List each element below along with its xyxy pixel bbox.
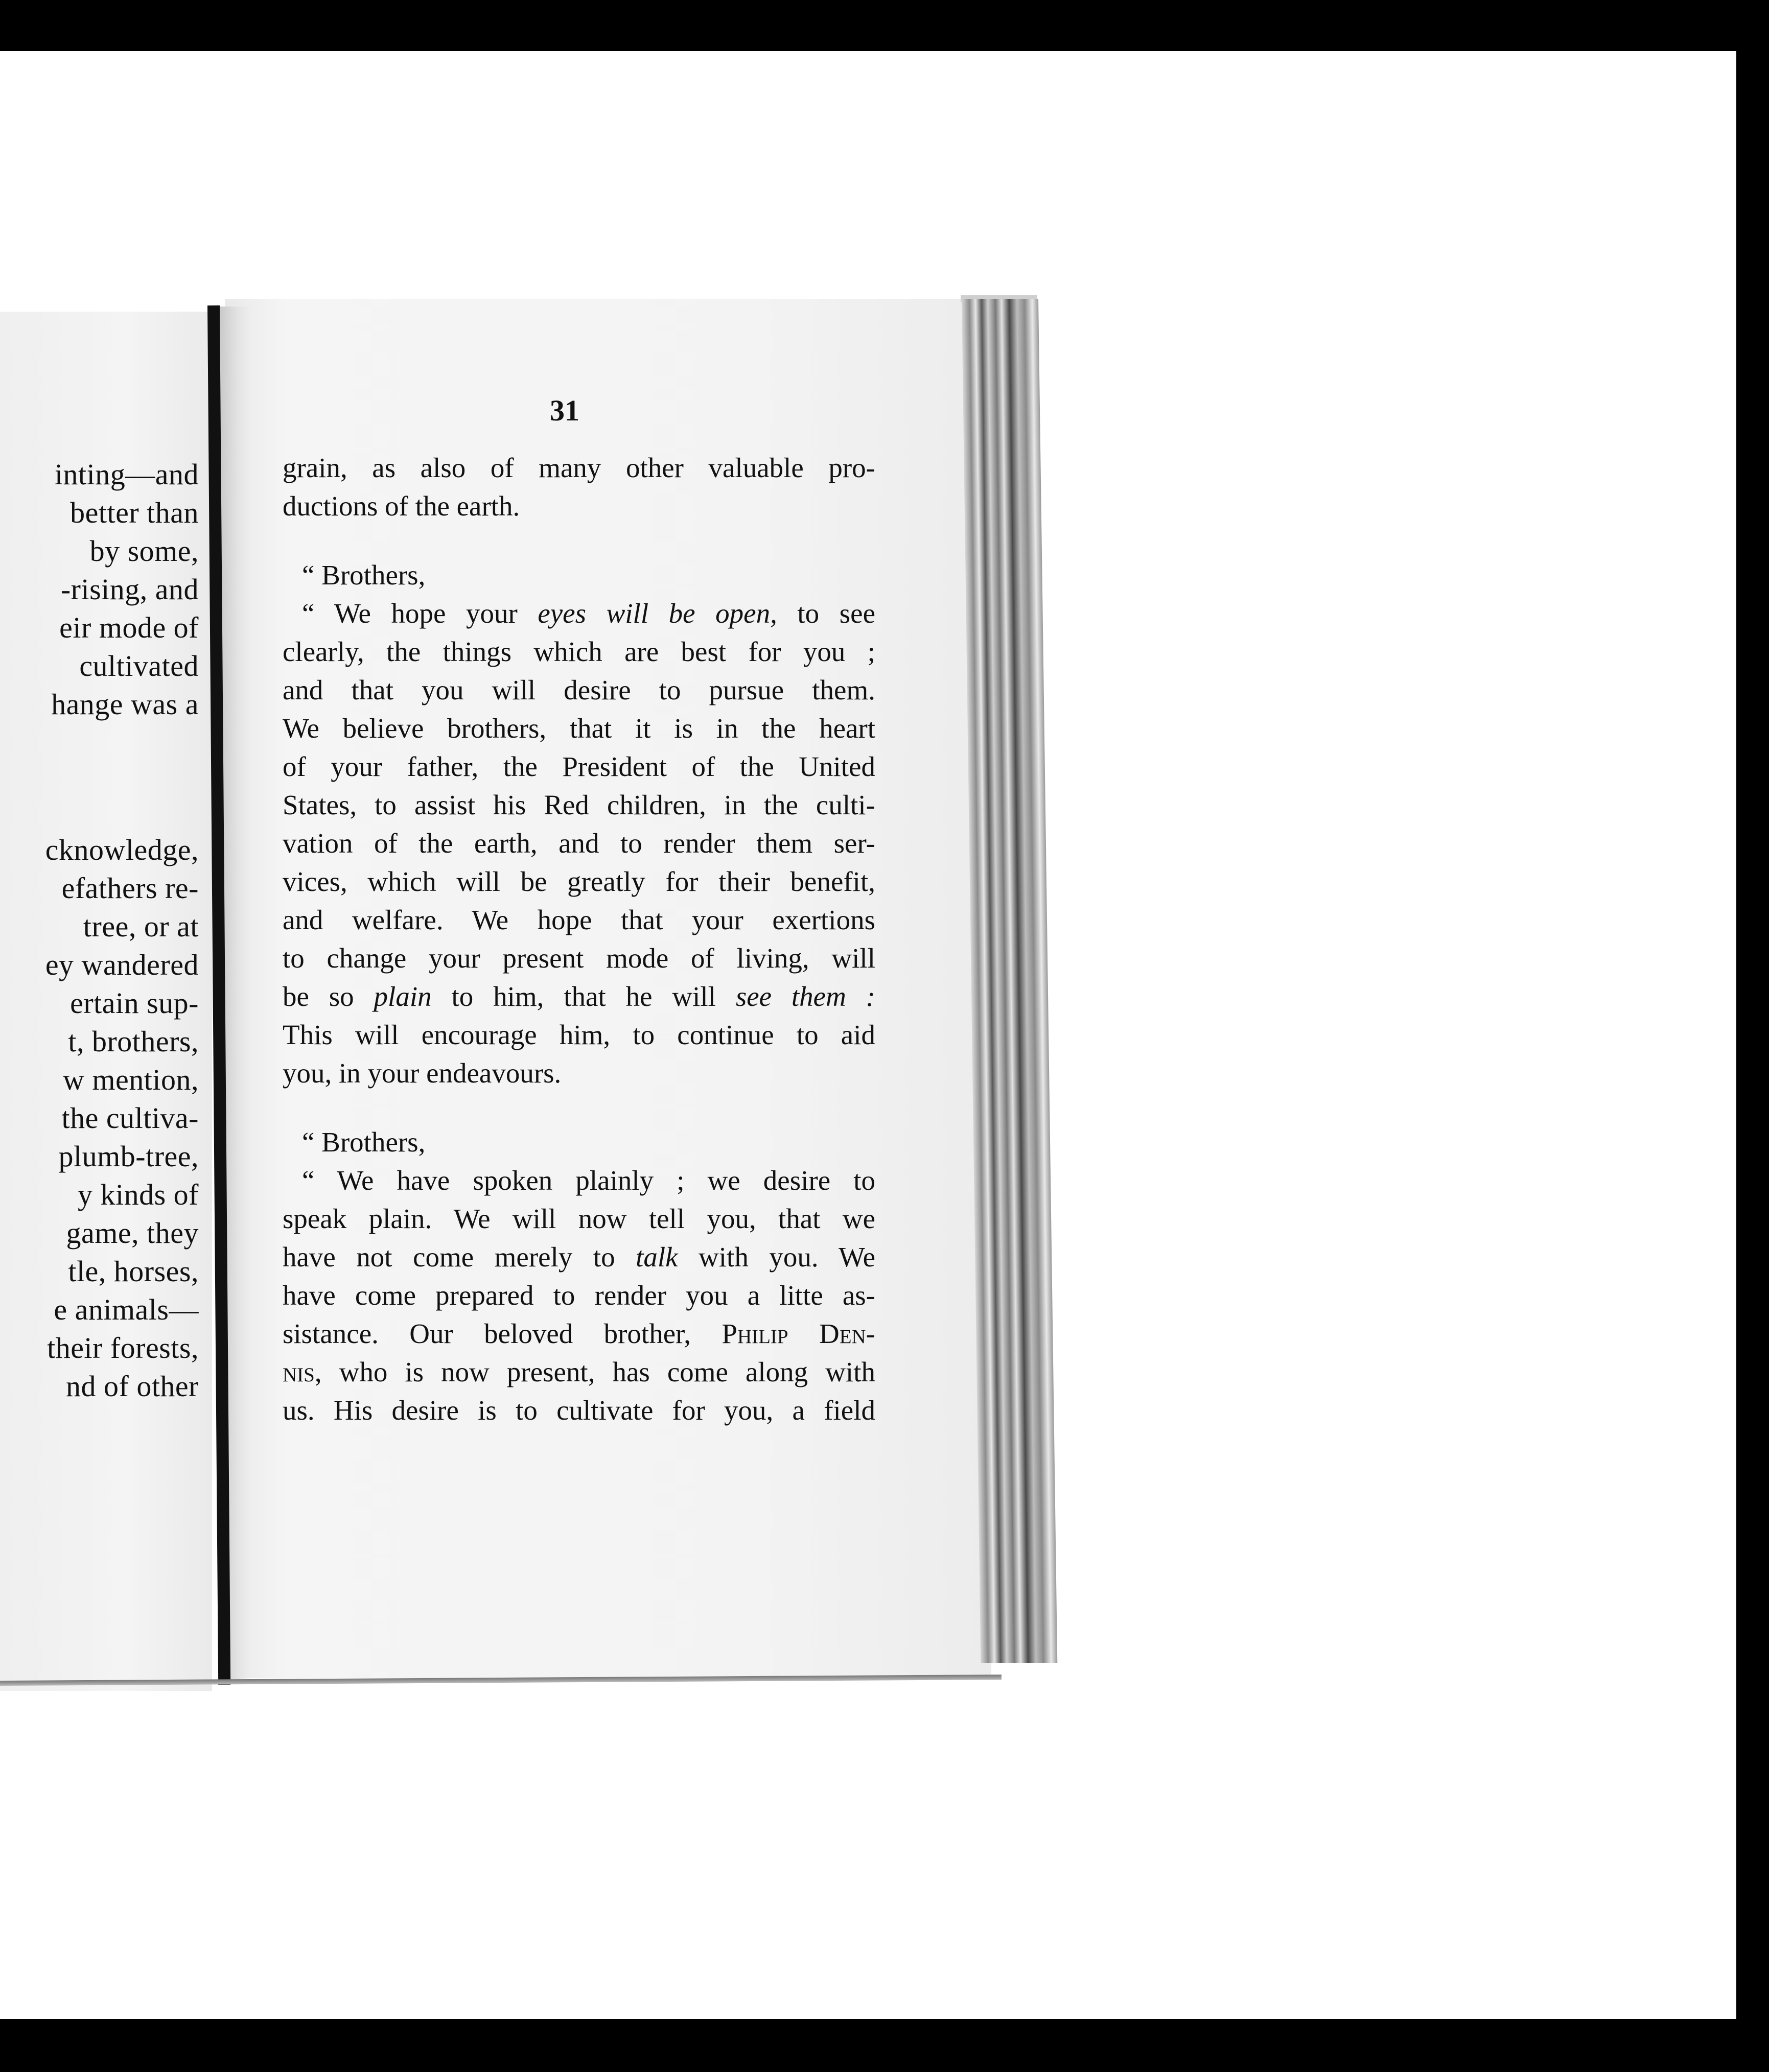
page-body-text — [283, 449, 875, 1429]
left-page-line: tle, horses, — [68, 1255, 199, 1288]
text-line: to change your present mode of living, will — [283, 943, 875, 974]
text-line: sistance. Our beloved brother, Philip Den- — [283, 1318, 875, 1349]
left-page-line: cknowledge, — [45, 833, 199, 866]
left-page-line: eir mode of — [59, 611, 199, 644]
text-line: States, to assist his Red children, in the culti- — [283, 789, 875, 820]
salutation: “ Brothers, — [302, 559, 426, 591]
left-page — [0, 312, 212, 1691]
left-page-line: better than — [70, 496, 199, 529]
left-page-line: the cultiva- — [61, 1101, 199, 1135]
text-line: nis, who is now present, has come along with — [283, 1356, 875, 1387]
text-line: be so plain to him, that he will see them : — [283, 981, 875, 1012]
text-line: have come prepared to render you a litte as- — [283, 1280, 875, 1311]
text-line: vices, which will be greatly for their benefit, — [283, 866, 875, 897]
left-page-line: e animals— — [54, 1293, 199, 1326]
salutation: “ Brothers, — [302, 1126, 426, 1158]
text-line: ductions of the earth. — [283, 490, 520, 522]
left-page-line: inting—and — [54, 458, 199, 491]
left-page-line: efathers re- — [61, 872, 199, 905]
left-page-line: -rising, and — [60, 573, 199, 606]
left-page-line: nd of other — [66, 1370, 199, 1403]
text-line: and welfare. We hope that your exertions — [283, 904, 875, 935]
left-page-line: by some, — [89, 534, 199, 568]
left-page-line: game, they — [66, 1216, 199, 1250]
left-page-line: cultivated — [79, 649, 199, 682]
text-line: This will encourage him, to continue to aid — [283, 1019, 875, 1050]
text-line: We believe brothers, that it is in the heart — [283, 713, 875, 744]
left-page-line: their forests, — [47, 1331, 199, 1364]
text-line: speak plain. We will now tell you, that we — [283, 1203, 875, 1234]
text-line: “ We have spoken plainly ; we desire to — [302, 1165, 875, 1196]
text-line: vation of the earth, and to render them ser- — [283, 828, 875, 859]
text-line: of your father, the President of the United — [283, 751, 875, 782]
text-line: and that you will desire to pursue them. — [283, 674, 875, 705]
left-page-line: plumb-tree, — [58, 1140, 199, 1173]
left-page-line: hange was a — [51, 688, 199, 721]
left-page-line: ertain sup- — [70, 986, 199, 1020]
scan-border-top — [0, 0, 1769, 51]
text-line: us. His desire is to cultivate for you, a field — [283, 1395, 875, 1426]
left-page-line: w mention, — [63, 1063, 199, 1096]
text-line: “ We hope your eyes will be open, to see — [302, 598, 875, 629]
left-page-line: tree, or at — [83, 910, 199, 943]
scan-border-bottom — [0, 2019, 1769, 2072]
text-line: grain, as also of many other valuable pro- — [283, 452, 875, 483]
text-line: you, in your endeavours. — [283, 1057, 562, 1089]
left-page-line: t, brothers, — [68, 1025, 199, 1058]
scan-border-right — [1736, 0, 1769, 2072]
left-page-line: ey wandered — [45, 948, 199, 981]
text-line: clearly, the things which are best for you ; — [283, 636, 875, 667]
text-line: have not come merely to talk with you. We — [283, 1241, 875, 1273]
left-page-line: y kinds of — [78, 1178, 199, 1211]
page-number: 31 — [550, 394, 579, 427]
